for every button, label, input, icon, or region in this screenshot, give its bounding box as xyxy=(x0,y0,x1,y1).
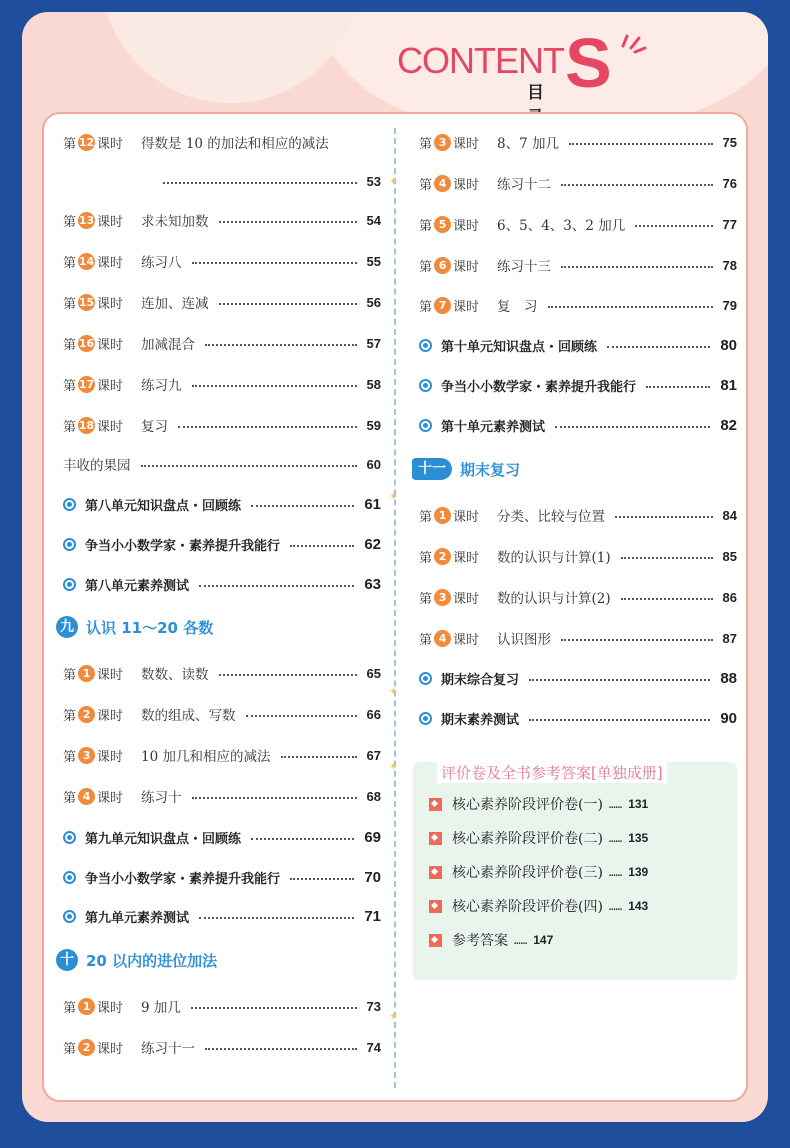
bullet-icon xyxy=(419,379,432,392)
lesson-suffix: 课时 xyxy=(97,419,124,435)
bullet-icon xyxy=(419,339,432,352)
page-number: 68 xyxy=(366,788,381,804)
entry-title: 争当小小数学家・素养提升我能行 xyxy=(85,871,281,887)
lesson-prefix: 第 xyxy=(419,218,433,234)
entry-title: 期末素养测试 xyxy=(441,712,520,728)
lesson-prefix: 第 xyxy=(419,136,433,152)
dot-leader xyxy=(251,838,354,840)
dot-leader: …… xyxy=(608,865,623,879)
entry-title: 第十单元知识盘点・回顾练 xyxy=(441,339,598,355)
dot-leader: …… xyxy=(608,797,623,811)
bullet-icon xyxy=(63,578,76,591)
answer-title: 核心素养阶段评价卷(二) xyxy=(452,831,603,847)
lesson-prefix: 第 xyxy=(63,1000,77,1016)
dot-leader xyxy=(199,917,354,919)
entry-title: 数的认识与计算(1) xyxy=(497,550,611,566)
lesson-suffix: 课时 xyxy=(97,255,124,271)
lesson-suffix: 课时 xyxy=(97,708,124,724)
lesson-number-badge: 4 xyxy=(78,788,95,805)
entry-title: 求未知加数 xyxy=(141,214,209,230)
dot-leader xyxy=(555,426,710,428)
dot-leader xyxy=(192,262,357,264)
page-number: 147 xyxy=(533,933,554,947)
entry-title: 期末综合复习 xyxy=(441,672,520,688)
dot-leader xyxy=(290,878,354,880)
dot-leader xyxy=(561,266,713,268)
unit-title: 认识 11～20 各数 xyxy=(86,618,214,637)
lesson-suffix: 课时 xyxy=(97,378,124,394)
lesson-suffix: 课时 xyxy=(453,509,480,525)
lesson-number-badge: 12 xyxy=(78,135,95,149)
sparkle-icon xyxy=(617,24,647,54)
page-number: 135 xyxy=(628,831,649,845)
dot-leader xyxy=(205,1048,357,1050)
lesson-suffix: 课时 xyxy=(453,591,480,607)
page-number: 86 xyxy=(722,589,737,605)
bullet-icon xyxy=(419,419,432,432)
dot-leader xyxy=(615,516,713,518)
page-number: 139 xyxy=(628,865,649,879)
entry-title: 得数是 10 的加法和相应的减法 xyxy=(141,136,329,152)
entry-title: 争当小小数学家・素养提升我能行 xyxy=(85,538,281,554)
bullet-icon xyxy=(63,910,76,923)
page-number: 81 xyxy=(720,376,737,394)
page-number: 88 xyxy=(720,669,737,687)
lesson-number-badge: 2 xyxy=(78,1039,95,1056)
bullet-icon xyxy=(419,672,432,685)
dot-leader xyxy=(290,545,354,547)
page-number: 90 xyxy=(720,709,737,727)
dot-leader xyxy=(246,715,357,717)
entry-title: 练习十一 xyxy=(141,1041,196,1057)
page-number: 71 xyxy=(364,907,381,925)
toc-entry[interactable] xyxy=(419,333,737,357)
dot-leader xyxy=(199,585,354,587)
lesson-suffix: 课时 xyxy=(97,1000,124,1016)
diamond-icon xyxy=(429,798,442,811)
entry-title: 复 习 xyxy=(497,299,538,315)
toc-entry[interactable] xyxy=(419,171,737,195)
toc-entry[interactable] xyxy=(63,825,381,849)
lesson-number-badge: 17 xyxy=(78,377,95,391)
entry-title: 第八单元素养测试 xyxy=(85,578,190,594)
diamond-icon xyxy=(429,832,442,845)
toc-entry[interactable] xyxy=(419,413,737,437)
toc-entry[interactable] xyxy=(419,130,737,154)
lesson-number-badge: 2 xyxy=(434,548,451,565)
star-icon: ✦ xyxy=(389,490,399,503)
answer-entry[interactable] xyxy=(429,826,648,850)
page-number: 61 xyxy=(364,495,381,513)
lesson-number-badge: 2 xyxy=(78,706,95,723)
unit-heading xyxy=(56,947,217,973)
lesson-prefix: 第 xyxy=(63,214,77,230)
page-number: 54 xyxy=(366,212,381,228)
dot-leader xyxy=(205,344,357,346)
contents-big-letter: S xyxy=(565,24,612,102)
entry-title: 练习九 xyxy=(141,378,182,394)
lesson-number-badge: 1 xyxy=(434,507,451,524)
dot-leader xyxy=(646,386,710,388)
lesson-suffix: 课时 xyxy=(453,177,480,193)
lesson-prefix: 第 xyxy=(63,337,77,353)
toc-entry[interactable] xyxy=(419,544,737,568)
page-number: 74 xyxy=(366,1039,381,1055)
lesson-number-badge: 16 xyxy=(78,336,95,350)
bullet-icon xyxy=(63,538,76,551)
page-number: 56 xyxy=(366,294,381,310)
toc-entry[interactable] xyxy=(419,253,737,277)
page-number: 84 xyxy=(722,507,737,523)
entry-title: 练习十三 xyxy=(497,259,552,275)
lesson-prefix: 第 xyxy=(419,632,433,648)
toc-entry[interactable] xyxy=(63,372,381,396)
lesson-suffix: 课时 xyxy=(97,790,124,806)
lesson-prefix: 第 xyxy=(63,378,77,394)
dot-leader xyxy=(569,143,713,145)
toc-entry[interactable] xyxy=(419,503,737,527)
toc-entry[interactable] xyxy=(63,249,381,273)
answer-title: 参考答案 xyxy=(452,933,508,949)
page-number: 76 xyxy=(722,175,737,191)
page-number: 77 xyxy=(722,216,737,232)
entry-title: 练习十二 xyxy=(497,177,552,193)
page-number: 131 xyxy=(628,797,649,811)
dot-leader xyxy=(529,679,710,681)
lesson-number-badge: 6 xyxy=(434,257,451,274)
dot-leader xyxy=(548,306,713,308)
dot-leader xyxy=(192,385,357,387)
lesson-number-badge: 4 xyxy=(434,630,451,647)
answer-booklet-box xyxy=(413,762,737,980)
answer-title: 核心素养阶段评价卷(一) xyxy=(452,797,603,813)
page-number: 62 xyxy=(364,535,381,553)
lesson-prefix: 第 xyxy=(419,177,433,193)
entry-title: 8、7 加几 xyxy=(497,136,560,152)
lesson-number-badge: 14 xyxy=(78,254,95,268)
page-number: 87 xyxy=(722,630,737,646)
entry-title: 争当小小数学家・素养提升我能行 xyxy=(441,379,637,395)
answer-entry[interactable] xyxy=(429,894,648,918)
lesson-number-badge: 15 xyxy=(78,295,95,309)
lesson-number-badge: 3 xyxy=(434,589,451,606)
entry-title: 第九单元素养测试 xyxy=(85,910,190,926)
unit-number-badge: 十一 xyxy=(412,458,452,480)
diamond-icon xyxy=(429,900,442,913)
toc-entry[interactable] xyxy=(419,706,737,730)
dot-leader: …… xyxy=(608,899,623,913)
lesson-suffix: 课时 xyxy=(453,299,480,315)
unit-number-badge: 九 xyxy=(56,616,78,638)
entry-title: 加减混合 xyxy=(141,337,196,353)
lesson-prefix: 第 xyxy=(63,296,77,312)
lesson-prefix: 第 xyxy=(63,1041,77,1057)
dot-leader xyxy=(219,303,357,305)
dot-leader xyxy=(561,184,713,186)
dot-leader: …… xyxy=(608,831,623,845)
star-icon: ✦ xyxy=(389,760,399,773)
dot-leader xyxy=(529,719,710,721)
entry-title: 数数、读数 xyxy=(141,667,209,683)
entry-title: 丰收的果园 xyxy=(63,458,131,474)
lesson-number-badge: 18 xyxy=(78,418,95,432)
entry-title: 第八单元知识盘点・回顾练 xyxy=(85,498,242,514)
bullet-icon xyxy=(63,871,76,884)
toc-entry[interactable] xyxy=(63,290,381,314)
lesson-prefix: 第 xyxy=(63,708,77,724)
entry-title: 10 加几和相应的减法 xyxy=(141,749,271,765)
entry-title: 6、5、4、3、2 加几 xyxy=(497,218,626,234)
lesson-suffix: 课时 xyxy=(97,337,124,353)
entry-title: 复习 xyxy=(141,419,169,435)
dot-leader xyxy=(251,505,354,507)
lesson-number-badge: 7 xyxy=(434,297,451,314)
unit-title: 20 以内的进位加法 xyxy=(86,951,218,970)
dot-leader: …… xyxy=(514,933,528,947)
toc-entry[interactable] xyxy=(419,293,737,317)
page-number: 65 xyxy=(366,665,381,681)
lesson-number-badge: 1 xyxy=(78,998,95,1015)
lesson-prefix: 第 xyxy=(63,749,77,765)
page-number: 55 xyxy=(366,253,381,269)
toc-entry[interactable] xyxy=(63,532,381,556)
dot-leader xyxy=(621,598,713,600)
header-decoration-left xyxy=(99,12,385,127)
lesson-prefix: 第 xyxy=(419,299,433,315)
page-number: 57 xyxy=(366,335,381,351)
toc-entry[interactable] xyxy=(63,130,381,154)
dot-leader xyxy=(607,346,710,348)
lesson-suffix: 课时 xyxy=(453,136,480,152)
page-number: 67 xyxy=(366,747,381,763)
answer-title: 核心素养阶段评价卷(三) xyxy=(452,865,603,881)
toc-entry[interactable] xyxy=(63,865,381,889)
page-number: 73 xyxy=(366,998,381,1014)
toc-entry[interactable] xyxy=(419,585,737,609)
unit-heading xyxy=(56,614,213,640)
page-number: 82 xyxy=(720,416,737,434)
column-divider xyxy=(394,128,396,1088)
lesson-prefix: 第 xyxy=(63,136,77,152)
page-number: 70 xyxy=(364,868,381,886)
lesson-prefix: 第 xyxy=(63,419,77,435)
lesson-suffix: 课时 xyxy=(453,259,480,275)
star-icon: ✦ xyxy=(389,685,399,698)
toc-entry[interactable] xyxy=(63,208,381,232)
toc-entry[interactable] xyxy=(63,572,381,596)
unit-title: 期末复习 xyxy=(460,460,521,479)
dot-leader xyxy=(141,465,357,467)
lesson-prefix: 第 xyxy=(63,790,77,806)
page-number: 63 xyxy=(364,575,381,593)
toc-entry[interactable] xyxy=(63,784,381,808)
star-icon: ✦ xyxy=(389,175,399,188)
lesson-number-badge: 5 xyxy=(434,216,451,233)
dot-leader xyxy=(191,1007,357,1009)
lesson-number-badge: 1 xyxy=(78,665,95,682)
entry-title: 认识图形 xyxy=(497,632,552,648)
entry-title: 连加、连减 xyxy=(141,296,209,312)
lesson-suffix: 课时 xyxy=(453,550,480,566)
star-icon: ✦ xyxy=(389,1010,399,1023)
answer-entry[interactable] xyxy=(429,792,648,816)
dot-leader xyxy=(561,639,713,641)
dot-leader xyxy=(621,557,713,559)
lesson-number-badge: 4 xyxy=(434,175,451,192)
page-number: 60 xyxy=(366,456,381,472)
page-number: 143 xyxy=(628,899,649,913)
page-number: 53 xyxy=(366,173,381,189)
toc-entry[interactable] xyxy=(63,994,381,1018)
toc-entry[interactable] xyxy=(63,331,381,355)
lesson-suffix: 课时 xyxy=(453,218,480,234)
lesson-prefix: 第 xyxy=(419,550,433,566)
toc-entry[interactable] xyxy=(419,666,737,690)
toc-entry[interactable] xyxy=(63,904,381,928)
page-number: 58 xyxy=(366,376,381,392)
lesson-prefix: 第 xyxy=(419,509,433,525)
bullet-icon xyxy=(63,498,76,511)
toc-entry[interactable] xyxy=(63,702,381,726)
toc-entry[interactable] xyxy=(63,661,381,685)
lesson-number-badge: 3 xyxy=(78,747,95,764)
page-number: 80 xyxy=(720,336,737,354)
unit-number-badge: 十 xyxy=(56,949,78,971)
toc-entry[interactable] xyxy=(153,169,381,193)
toc-entry[interactable] xyxy=(419,626,737,650)
answer-title: 核心素养阶段评价卷(四) xyxy=(452,899,603,915)
dot-leader xyxy=(163,182,357,184)
page-number: 78 xyxy=(722,257,737,273)
lesson-number-badge: 3 xyxy=(434,134,451,151)
entry-title: 第九单元知识盘点・回顾练 xyxy=(85,831,242,847)
dot-leader xyxy=(219,674,357,676)
entry-title: 分类、比较与位置 xyxy=(497,509,606,525)
toc-entry[interactable] xyxy=(63,452,381,476)
page-number: 85 xyxy=(722,548,737,564)
contents-word: CONTENT xyxy=(397,40,564,81)
lesson-suffix: 课时 xyxy=(453,632,480,648)
lesson-prefix: 第 xyxy=(419,591,433,607)
bullet-icon xyxy=(63,831,76,844)
lesson-suffix: 课时 xyxy=(97,1041,124,1057)
toc-entry[interactable] xyxy=(63,743,381,767)
dot-leader xyxy=(219,221,357,223)
dot-leader xyxy=(281,756,357,758)
entry-title: 数的组成、写数 xyxy=(141,708,236,724)
toc-entry[interactable] xyxy=(63,492,381,516)
diamond-icon xyxy=(429,934,442,947)
entry-title: 练习十 xyxy=(141,790,182,806)
dot-leader xyxy=(192,797,357,799)
page-number: 69 xyxy=(364,828,381,846)
entry-title: 练习八 xyxy=(141,255,182,271)
entry-title: 数的认识与计算(2) xyxy=(497,591,611,607)
lesson-number-badge: 13 xyxy=(78,213,95,227)
lesson-suffix: 课时 xyxy=(97,136,124,152)
lesson-suffix: 课时 xyxy=(97,296,124,312)
unit-heading xyxy=(412,456,520,482)
answer-entry[interactable] xyxy=(429,928,553,952)
contents-subtitle: 目 xyxy=(527,83,544,103)
diamond-icon xyxy=(429,866,442,879)
toc-entry[interactable] xyxy=(63,413,381,437)
toc-entry[interactable] xyxy=(63,1035,381,1059)
toc-entry[interactable] xyxy=(419,212,737,236)
lesson-suffix: 课时 xyxy=(97,667,124,683)
dot-leader xyxy=(178,426,357,428)
page-number: 59 xyxy=(366,417,381,433)
page-number: 79 xyxy=(722,297,737,313)
answer-entry[interactable] xyxy=(429,860,648,884)
lesson-suffix: 课时 xyxy=(97,749,124,765)
lesson-prefix: 第 xyxy=(419,259,433,275)
bullet-icon xyxy=(419,712,432,725)
page-number: 75 xyxy=(722,134,737,150)
dot-leader xyxy=(635,225,712,227)
answer-booklet-heading: 评价卷及全书参考答案[单独成册] xyxy=(437,762,667,783)
lesson-prefix: 第 xyxy=(63,255,77,271)
lesson-prefix: 第 xyxy=(63,667,77,683)
lesson-suffix: 课时 xyxy=(97,214,124,230)
entry-title: 9 加几 xyxy=(141,1000,181,1016)
page-number: 66 xyxy=(366,706,381,722)
toc-entry[interactable] xyxy=(419,373,737,397)
entry-title: 第十单元素养测试 xyxy=(441,419,546,435)
